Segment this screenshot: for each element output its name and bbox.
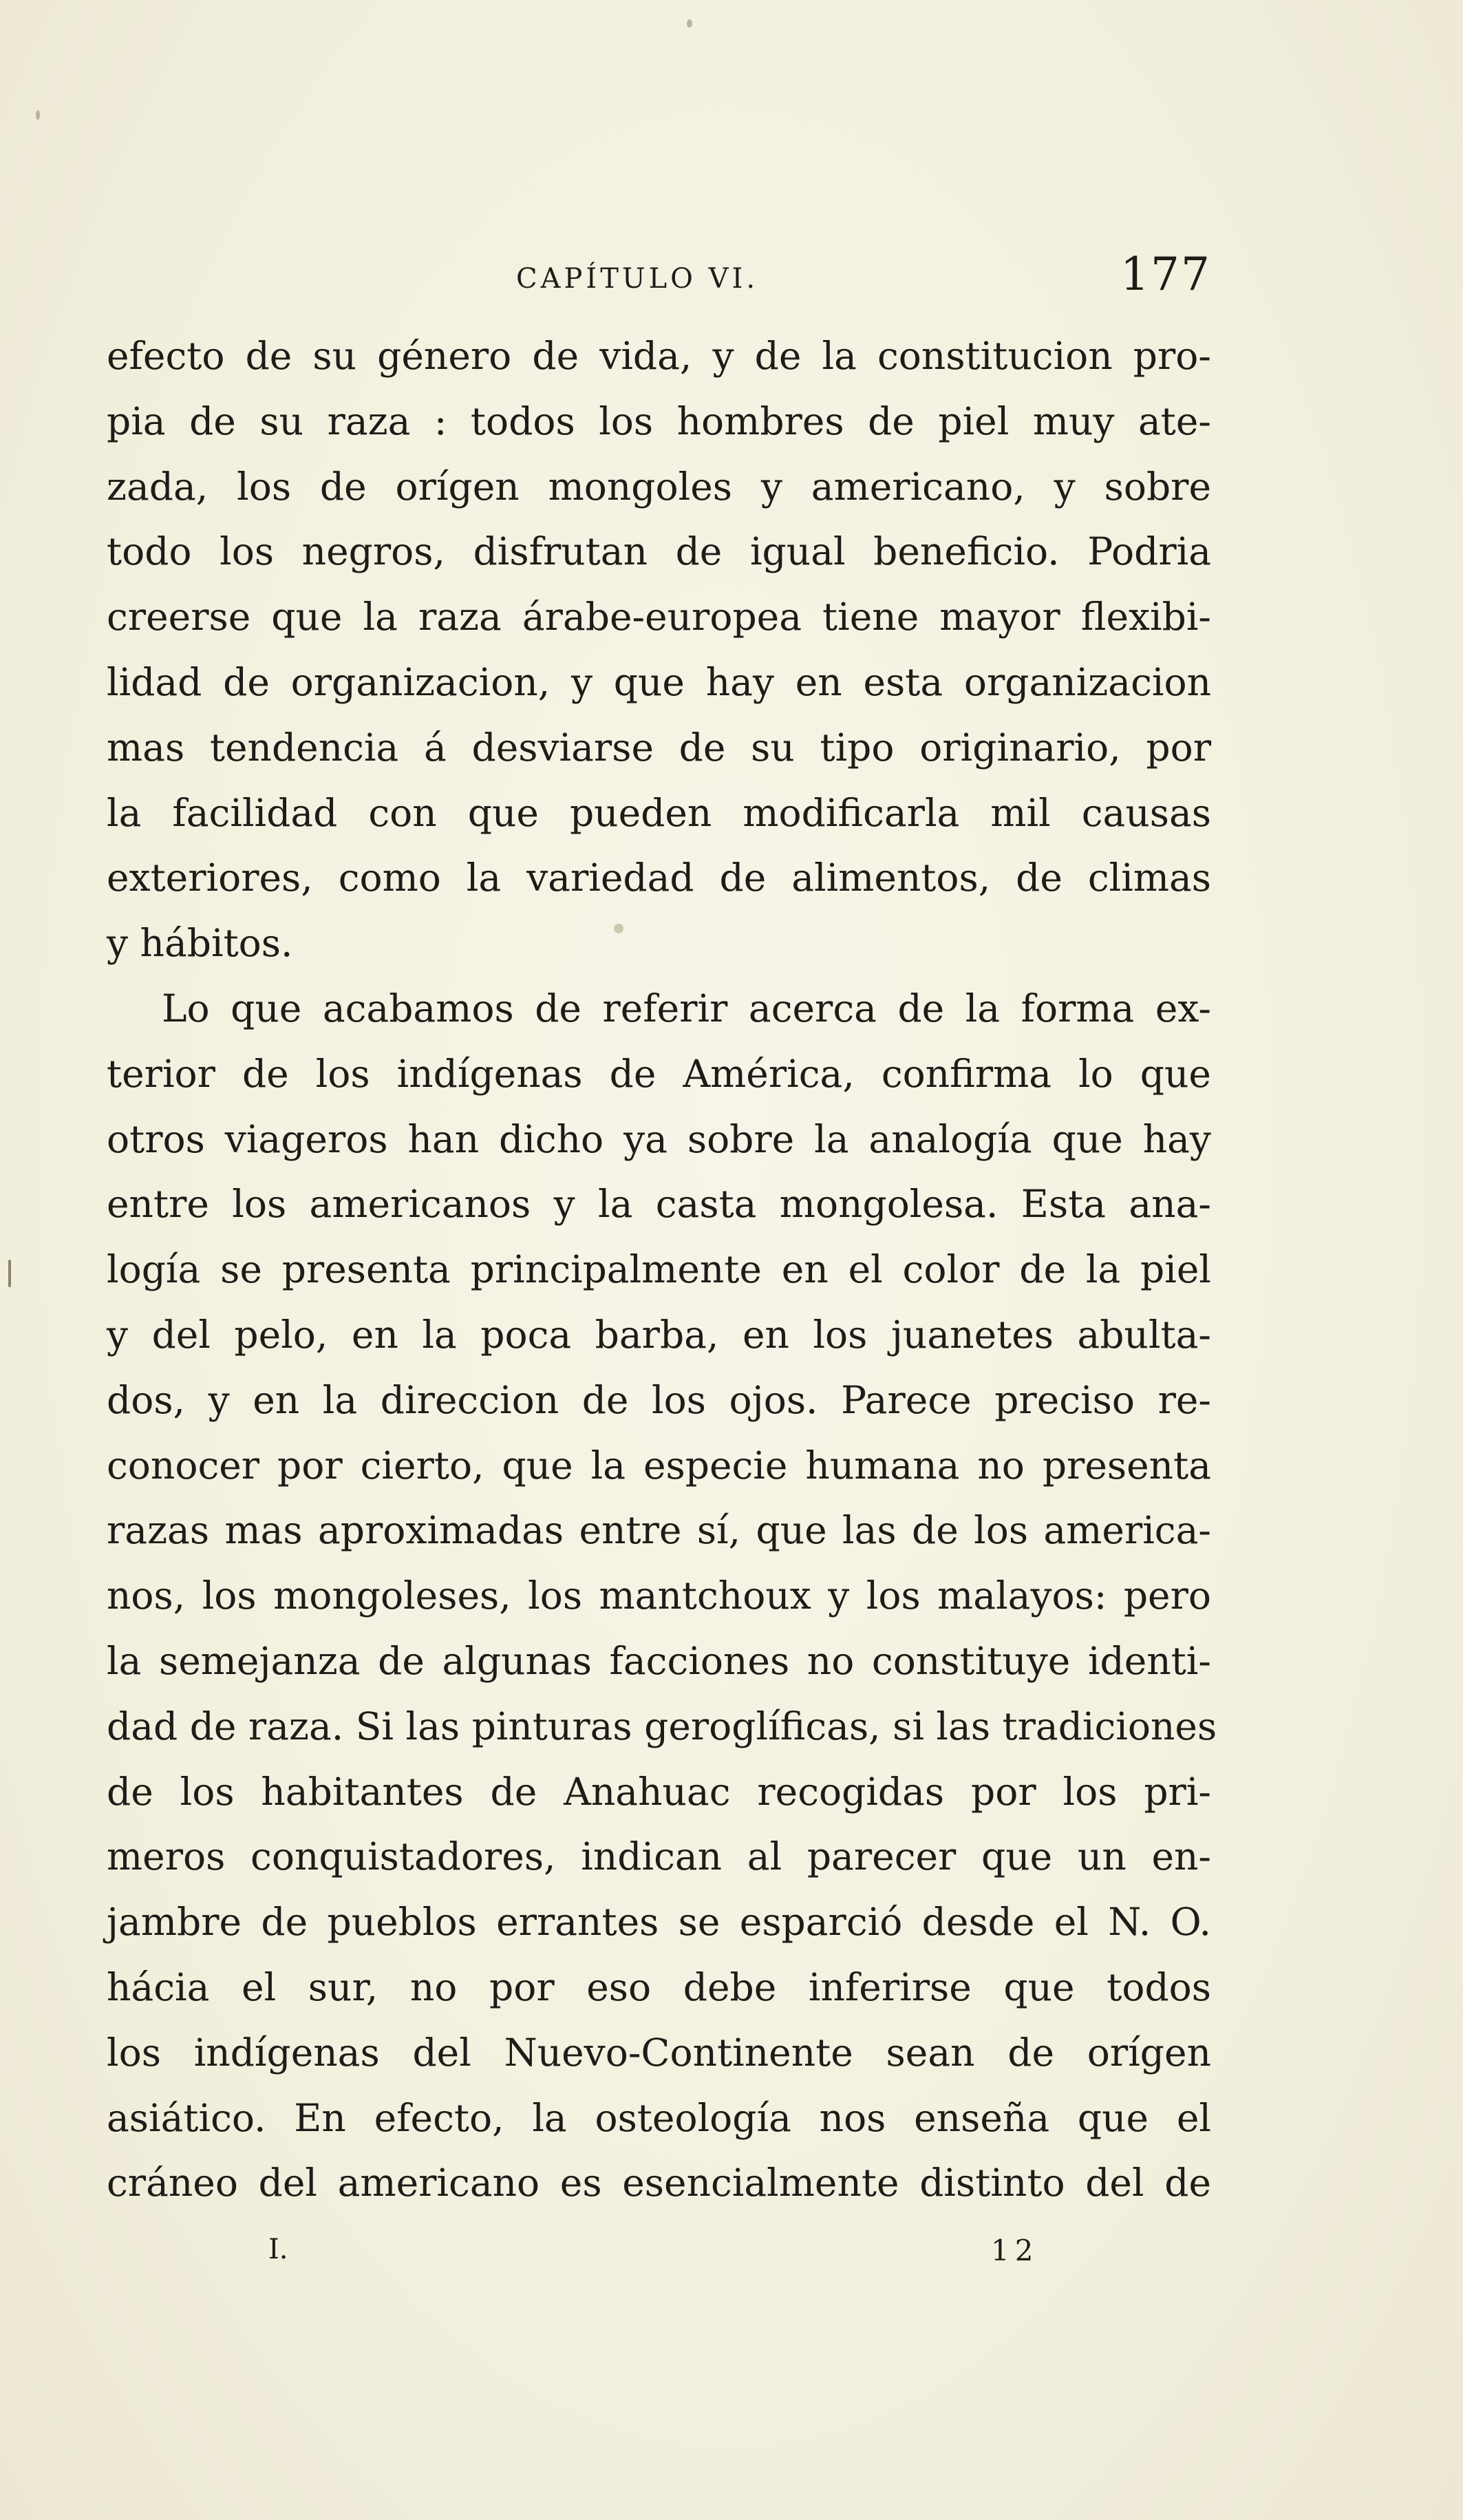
running-title: CAPÍTULO VI. (516, 263, 759, 295)
text-line: la semejanza de algunas facciones no constituye identi- (107, 1638, 1211, 1683)
page-footer (103, 2234, 1211, 2275)
text-line: razas mas aproximadas entre sí, que las de los america- (107, 1508, 1211, 1553)
text-line: dad de raza. Si las pinturas geroglíficas, si las tradiciones (107, 1704, 1217, 1748)
text-line-paragraph-start: Lo que acabamos de referir acerca de la forma ex- (162, 986, 1211, 1030)
text-line: todo los negros, disfrutan de igual beneficio. Podria (107, 529, 1211, 574)
text-line: efecto de su género de vida, y de la constitucion pro- (107, 334, 1211, 378)
page-number: 177 (1120, 248, 1211, 301)
text-line: los indígenas del Nuevo-Continente sean de orígen (107, 2030, 1211, 2075)
text-line: nos, los mongoleses, los mantchoux y los malayos: pero (107, 1574, 1211, 1618)
volume-signature: I. (268, 2234, 288, 2265)
text-line: meros conquistadores, indican al parecer que un en- (107, 1834, 1211, 1879)
text-line-paragraph-end: y hábitos. (107, 921, 293, 966)
text-line: zada, los de orígen mongoles y americano, y sobre (107, 464, 1211, 509)
text-line: pia de su raza : todos los hombres de piel muy ate- (107, 399, 1211, 443)
paper-speck (36, 110, 40, 120)
text-line: entre los americanos y la casta mongolesa. Esta ana- (107, 1182, 1211, 1227)
text-line: conocer por cierto, que la especie humana no presenta (107, 1443, 1211, 1487)
text-line: dos, y en la direccion de los ojos. Parece preciso re- (107, 1377, 1211, 1422)
text-line: y del pelo, en la poca barba, en los juanetes abulta- (107, 1312, 1211, 1357)
text-line: asiático. En efecto, la osteología nos enseña que el (107, 2095, 1211, 2140)
text-line: hácia el sur, no por eso debe inferirse que todos (107, 1965, 1211, 2009)
text-line: otros viageros han dicho ya sobre la analogía que hay (107, 1116, 1211, 1161)
text-line: lidad de organizacion, y que hay en esta organizacion (107, 659, 1211, 704)
text-line: cráneo del americano es esencialmente distinto del de (107, 2161, 1211, 2205)
text-line: la facilidad con que pueden modificarla mil causas (107, 790, 1211, 835)
paper-speck (8, 1260, 11, 1287)
text-line: jambre de pueblos errantes se esparció desde el N. O. (107, 1900, 1211, 1945)
text-line: logía se presenta principalmente en el color de la piel (107, 1247, 1211, 1292)
body-text (107, 324, 1217, 2216)
paper-speck (687, 19, 692, 28)
gathering-signature: 12 (991, 2234, 1039, 2267)
text-line: terior de los indígenas de América, confirma lo que (107, 1051, 1211, 1096)
text-line: de los habitantes de Anahuac recogidas por los pri- (107, 1769, 1211, 1814)
text-line: mas tendencia á desviarse de su tipo originario, por (107, 725, 1211, 770)
text-line: exteriores, como la variedad de alimentos, de climas (107, 856, 1211, 900)
text-line: creerse que la raza árabe-europea tiene mayor flexibi- (107, 595, 1211, 639)
page-header (103, 248, 1211, 303)
